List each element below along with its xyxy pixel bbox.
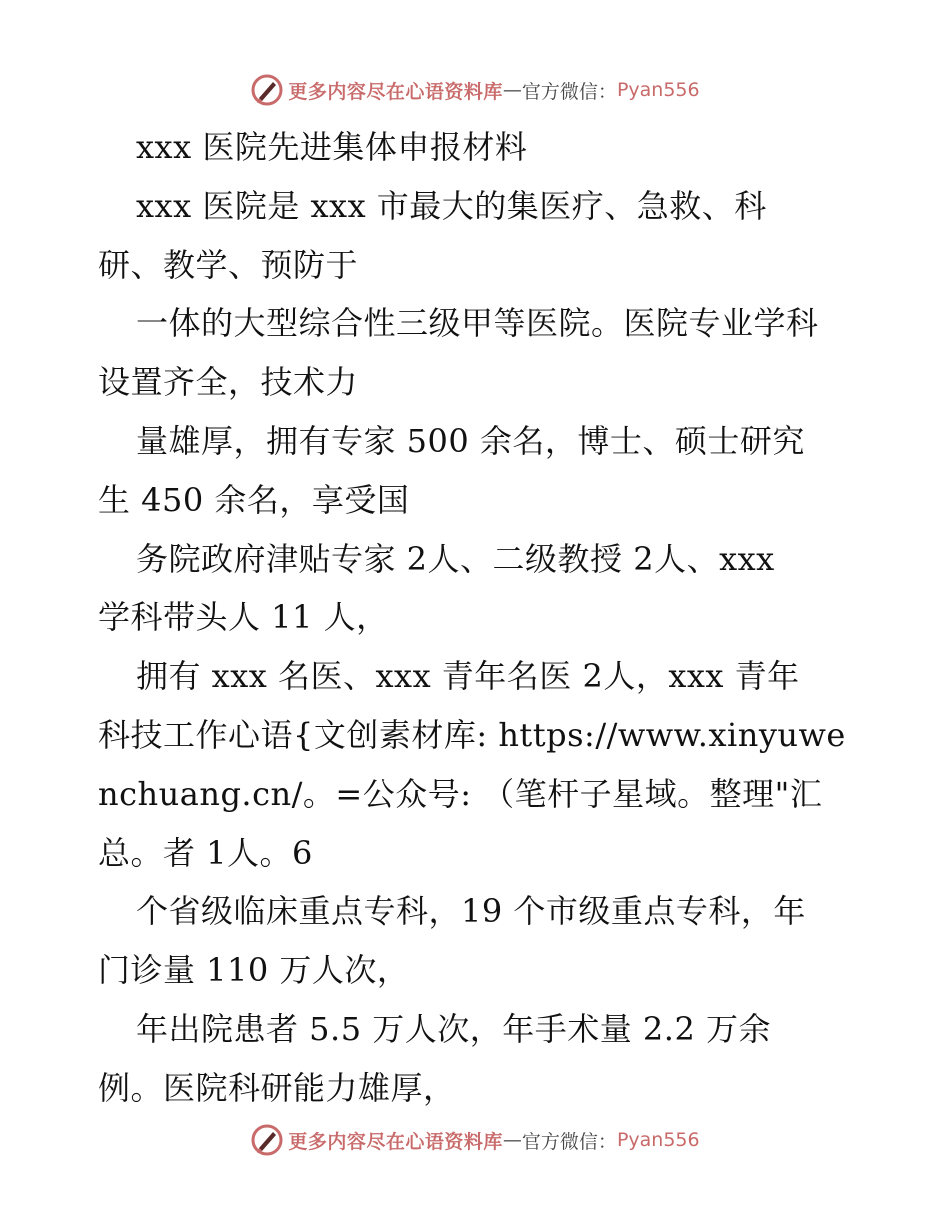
site-promo-text: 更多内容尽在心语资料库 [288,80,503,103]
wechat-label: 官方微信： [521,1130,617,1153]
text-line: 一体的大型综合性三级甲等医院。医院专业学科 [136,304,819,343]
text-line: 量雄厚，拥有专家 500 余名，博士、硕士研究 [136,421,805,460]
text-line: 例。医院科研能力雄厚， [98,1068,456,1107]
text-line: 务院政府津贴专家 2人、二级教授 2人、xxx [136,539,775,578]
text-line: 个省级临床重点专科，19 个市级重点专科，年 [136,892,806,931]
document-body [98,118,858,1118]
text-line: 总。者 1人。6 [98,833,313,872]
wechat-id: Pyan556 [616,79,700,101]
wechat-id: Pyan556 [616,1129,700,1151]
banner-separator: — [502,79,522,101]
site-promo-text: 更多内容尽在心语资料库 [288,1130,503,1153]
text-line: xxx 医院是 xxx 市最大的集医疗、急救、科 [136,186,767,225]
text-line: 研、教学、预防于 [98,245,359,284]
banner-separator: — [502,1129,522,1151]
text-line: 学科带头人 11 人， [98,598,389,637]
text-line: nchuang.cn/。=公众号: （笔杆子星域。整理"汇 [98,774,823,813]
pen-logo-icon [250,1123,284,1157]
wechat-label: 官方微信： [521,80,617,103]
pen-logo-icon [250,73,284,107]
text-line: 门诊量 110 万人次， [98,951,410,990]
header-watermark-banner [0,70,950,110]
text-line: 拥有 xxx 名医、xxx 青年名医 2人，xxx 青年 [136,657,800,696]
text-line: 生 450 余名，享受国 [98,480,410,519]
text-line: 设置齐全，技术力 [98,363,359,402]
footer-watermark-banner [0,1120,950,1160]
document-title: xxx 医院先进集体申报材料 [136,128,528,166]
text-line: 年出院患者 5.5 万人次，年手术量 2.2 万余 [136,1009,771,1048]
text-line: 科技工作心语{文创素材库: https://www.xinyuwe [98,715,846,754]
